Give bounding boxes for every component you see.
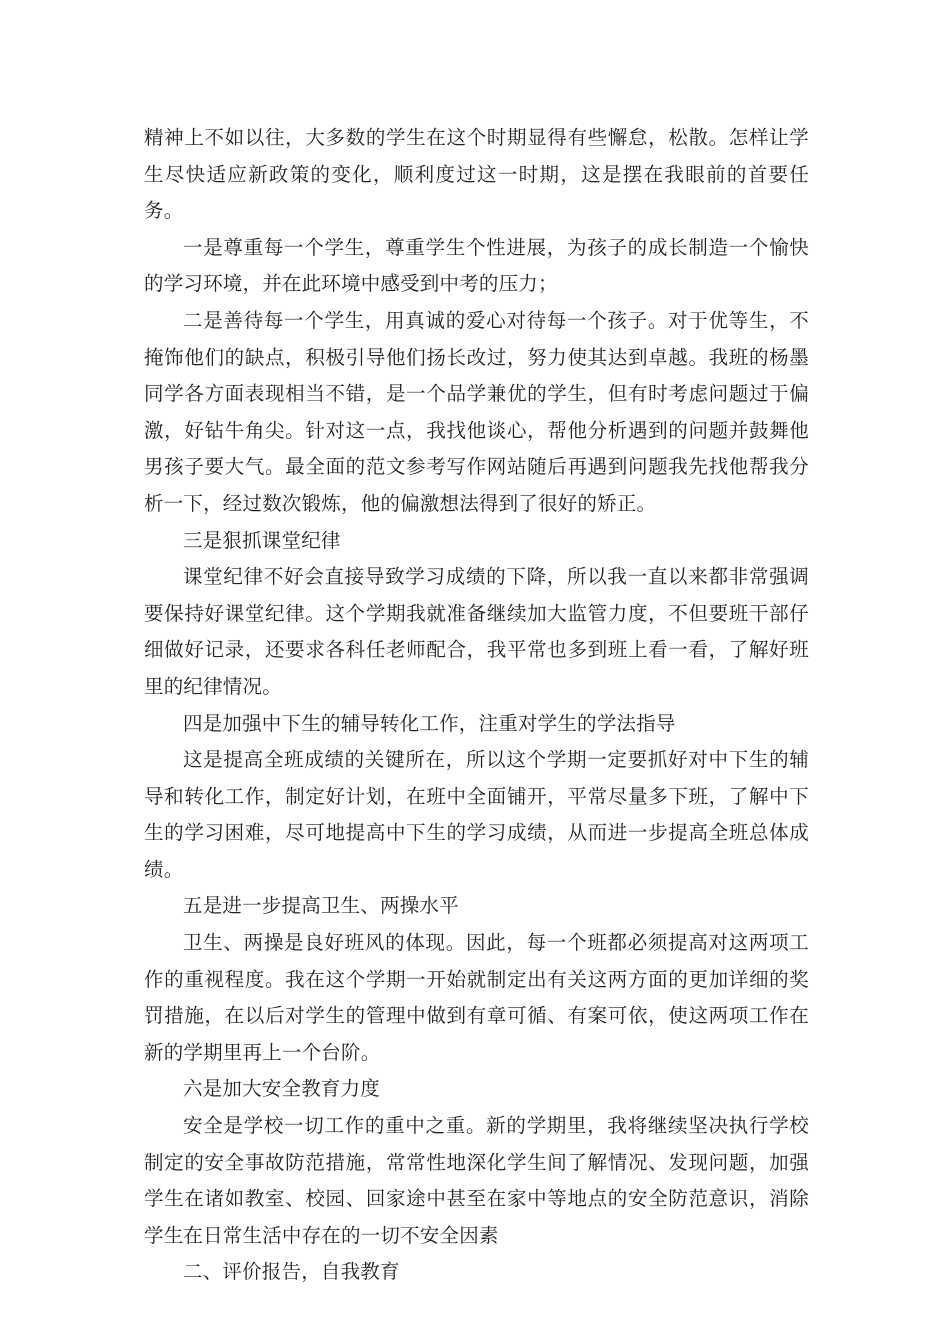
paragraph: 二是善待每一个学生，用真诚的爱心对待每一个孩子。对于优等生，不掩饰他们的缺点，积极引导他们扬长改过，努力使其达到卓越。我班的杨墨同学各方面表现相当不错，是一个品学兼优的学生，但有时考虑问题过于偏激，好钻牛角尖。针对这一点，我找他谈心，帮他分析遇到的问题并鼓舞他男孩子要大气。最全面的范文参考写作网站随后再遇到问题我先找他帮我分析一下，经过数次锻炼，他的偏激想法得到了很好的矫正。: [144, 308, 809, 515]
section-heading: 三是狠抓课堂纪律: [183, 528, 341, 552]
document-body: [144, 120, 809, 1291]
paragraph: 课堂纪律不好会直接导致学习成绩的下降，所以我一直以来都非常强调要保持好课堂纪律。这个学期我就准备继续加大监管力度，不但要班干部仔细做好记录，还要求各科任老师配合，我平常也多到班上看一看，了解好班里的纪律情况。: [144, 565, 809, 698]
section-heading: 六是加大安全教育力度: [183, 1077, 381, 1101]
section-heading: 二、评价报告，自我教育: [183, 1260, 400, 1284]
section-heading: 四是加强中下生的辅导转化工作，注重对学生的学法指导: [183, 711, 676, 735]
paragraph: 精神上不如以往，大多数的学生在这个时期显得有些懈怠，松散。怎样让学生尽快适应新政策的变化，顺利度过这一时期，这是摆在我眼前的首要任务。: [144, 126, 809, 223]
paragraph: 卫生、两操是良好班风的体现。因此，每一个班都必须提高对这两项工作的重视程度。我在这个学期一开始就制定出有关这两方面的更加详细的奖罚措施，在以后对学生的管理中做到有章可循、有案可依，使这两项工作在新的学期里再上一个台阶。: [144, 931, 809, 1064]
paragraph: 安全是学校一切工作的重中之重。新的学期里，我将继续坚决执行学校制定的安全事故防范措施，常常性地深化学生间了解情况、发现问题，加强学生在诸如教室、校园、回家途中甚至在家中等地点的安全防范意识，消除学生在日常生活中存在的一切不安全因素: [144, 1114, 809, 1247]
paragraph: 一是尊重每一个学生，尊重学生个性进展，为孩子的成长制造一个愉快的学习环境，并在此环境中感受到中考的压力；: [144, 235, 809, 296]
paragraph: 这是提高全班成绩的关键所在，所以这个学期一定要抓好对中下生的辅导和转化工作，制定好计划，在班中全面铺开，平常尽量多下班，了解中下生的学习困难，尽可地提高中下生的学习成绩，从而进一步提高全班总体成绩。: [144, 748, 809, 881]
section-heading: 五是进一步提高卫生、两操水平: [183, 894, 459, 918]
